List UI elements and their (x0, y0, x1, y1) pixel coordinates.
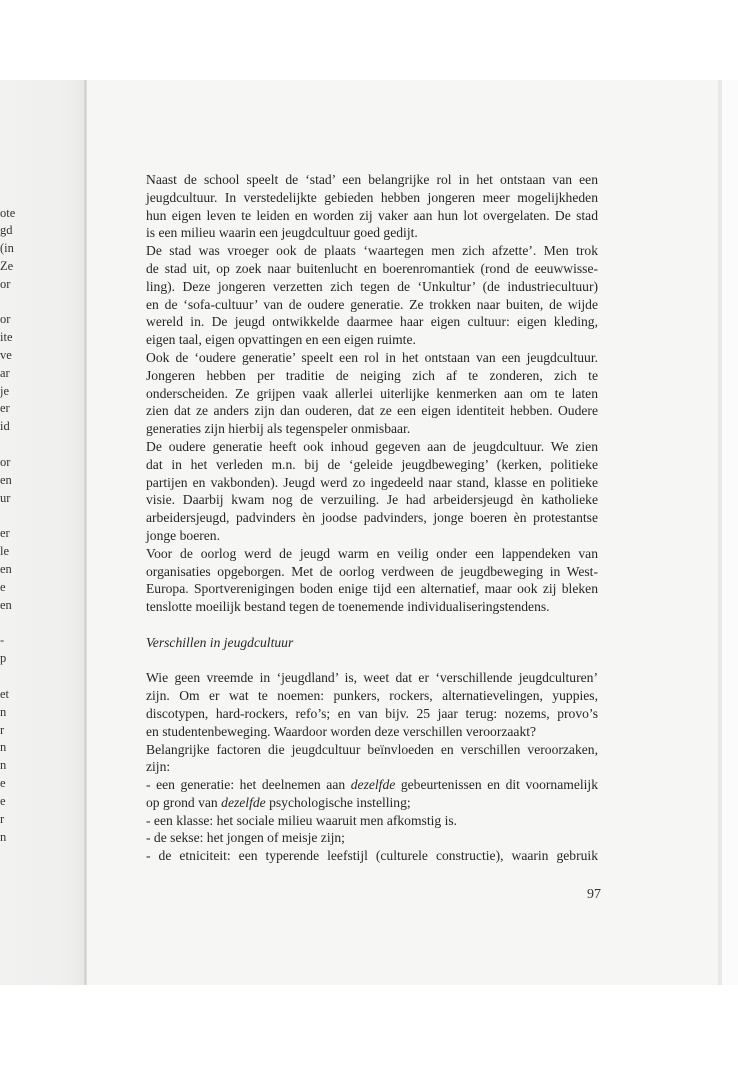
left-fragment: n (0, 705, 7, 719)
text-line: Voor de oorlog werd de jeugd warm en veilig onder een lappendeken van (146, 545, 598, 561)
paragraph-oorlog (146, 545, 598, 616)
paragraph-stad (146, 171, 598, 242)
text-line: visie. Daarbij kwam nog de verzuiling. Je had arbeidersjeugd èn katholieke (146, 492, 598, 508)
text-line: zien dat ze anders zijn dan ouderen, dat ze een eigen identiteit hebben. Oudere (146, 403, 598, 419)
list-item-etniciteit: - de etniciteit: een typerende leefstijl (culturele constructie), waarin gebruik (146, 848, 598, 864)
text-line: partijen en vakbonden). Jeugd werd zo ingedeeld naar stand, klasse en politieke (146, 474, 598, 490)
text-line: ling). Deze jongeren verzetten zich tegen de ‘Unkultur’ (de industriecultuur) (146, 278, 598, 294)
left-fragment: or (0, 312, 11, 326)
left-fragment: or (0, 455, 11, 469)
paragraph-factoren (146, 741, 598, 777)
section-heading: Verschillen in jeugdcultuur (146, 634, 294, 650)
text-line: Belangrijke factoren die jeugdcultuur beïnvloeden en verschillen veroorzaken, (146, 741, 598, 757)
list-text: - een generatie: het deelnemen aan (146, 777, 351, 793)
text-line: hun eigen leven te leiden en worden zij vaker aan hun lot overgelaten. De stad (146, 207, 598, 223)
left-fragment: p (0, 651, 7, 665)
left-fragment: er (0, 401, 10, 415)
left-fragment: ar (0, 366, 10, 380)
left-fragment: n (0, 758, 7, 772)
text-line: zijn: (146, 759, 171, 775)
left-fragment: et (0, 687, 10, 701)
list-item-generatie (146, 776, 598, 794)
body-text (146, 171, 598, 865)
text-line: is een milieu waarin een jeugdcultuur goed gedijt. (146, 225, 418, 241)
text-line: Jongeren hebben per traditie de neiging zich af te zonderen, zich te (146, 367, 598, 383)
text-line: discotypen, hard-rockers, refo’s; en van bijv. 25 jaar terug: nozems, provo’s (146, 705, 598, 721)
text-line: en studentenbeweging. Waardoor worden deze verschillen veroorzaakt? (146, 723, 537, 739)
text-line: Europa. Sportverenigingen boden enige tijd een alternatief, maar ook zij bleken (146, 581, 598, 597)
left-fragment: Ze (0, 259, 14, 273)
text-line: eigen taal, eigen opvattingen en een eigen ruimte. (146, 332, 416, 348)
paragraph-oudere-generatie (146, 349, 598, 438)
left-fragment: ve (0, 348, 12, 362)
list-text: gebeurtenissen en dit voornamelijk (395, 777, 598, 793)
left-fragment: en (0, 562, 12, 576)
text-line: Ook de ‘oudere generatie’ speelt een rol in het ontstaan van een jeugdcultuur. (146, 349, 598, 365)
left-fragment: id (0, 419, 10, 433)
scan-background-bottom (0, 985, 738, 1068)
list-item-sekse: - de sekse: het jongen of meisje zijn; (146, 830, 345, 846)
text-line: generaties zijn hierbij als tegenspeler onmisbaar. (146, 421, 411, 437)
left-fragment: ote (0, 206, 16, 220)
scan-background-top (0, 0, 738, 80)
text-line: wereld in. De jeugd ontwikkelde daarmee haar eigen cultuur: eigen kleding, (146, 314, 598, 330)
text-line: Naast de school speelt de ‘stad’ een belangrijke rol in het ontstaan van een (146, 172, 598, 187)
text-line: De oudere generatie heeft ook inhoud gegeven aan de jeugdcultuur. We zien (146, 438, 598, 454)
text-line: de stad uit, op zoek naar buitenlucht en boerenromantiek (rond de eeuwwisse- (146, 260, 598, 276)
list-text: psychologische instelling; (265, 794, 411, 810)
left-fragment: en (0, 473, 12, 487)
left-fragment: je (0, 384, 10, 398)
left-fragment: r (0, 812, 5, 826)
text-line: dat in het verleden m.n. bij de ‘geleide jeugdbeweging’ (kerken, politieke (146, 456, 598, 472)
text-line: onderscheiden. Ze grijpen vaak allerlei uiterlijke kenmerken aan om te laten (146, 385, 598, 401)
paragraph-inhoud (146, 438, 598, 545)
left-fragment: e (0, 776, 6, 790)
list-text: op grond van (146, 794, 222, 810)
left-fragment: n (0, 740, 7, 754)
left-fragment: or (0, 277, 11, 291)
left-fragment: le (0, 544, 10, 558)
list-item-klasse: - een klasse: het sociale milieu waaruit men afkomstig is. (146, 812, 458, 828)
text-line: organisaties opgeborgen. Met de oorlog verdween de jeugdbeweging in West- (146, 563, 598, 579)
text-line: jonge boeren. (146, 527, 220, 543)
left-fragment: (in (0, 241, 14, 255)
list-item-generatie-cont (146, 794, 598, 812)
paragraph-jeugdland (146, 669, 598, 740)
emphasis: dezelfde (350, 777, 396, 793)
factor-list (146, 776, 598, 865)
paragraph-stad-vroeger (146, 242, 598, 349)
left-fragment: e (0, 580, 6, 594)
text-line: arbeidersjeugd, padvinders èn joodse padvinders, jonge boeren èn protestantse (146, 510, 598, 526)
left-fragment: n (0, 830, 7, 844)
left-fragment: ur (0, 491, 11, 505)
text-line: De stad was vroeger ook de plaats ‘waartegen men zich afzette’. Men trok (146, 243, 598, 259)
scan-background-right (722, 80, 738, 985)
left-fragment: ite (0, 330, 13, 344)
text-line: zijn. Om er wat te noemen: punkers, rockers, alternatievelingen, yuppies, (146, 688, 598, 704)
text-line: en de ‘sofa-cultuur’ van de oudere generatie. Ze trokken naar buiten, de wijde (146, 296, 598, 312)
left-fragment: r (0, 723, 5, 737)
left-page-text-fragments (0, 0, 20, 1068)
left-fragment: - (0, 633, 5, 647)
left-fragment: er (0, 526, 10, 540)
text-line: Wie geen vreemde in ‘jeugdland’ is, weet dat er ‘verschillende jeugdculturen’ (146, 670, 598, 686)
left-fragment: en (0, 598, 12, 612)
left-fragment: e (0, 794, 6, 808)
page-number: 97 (587, 887, 601, 902)
emphasis: dezelfde (221, 794, 266, 810)
text-line: tenslotte moeilijk bestand tegen de toenemende individualiseringstendens. (146, 599, 550, 615)
text-line: jeugdcultuur. In verstedelijkte gebieden hebben jongeren meer mogelijkheden (146, 189, 598, 205)
left-fragment: gd (0, 223, 13, 237)
